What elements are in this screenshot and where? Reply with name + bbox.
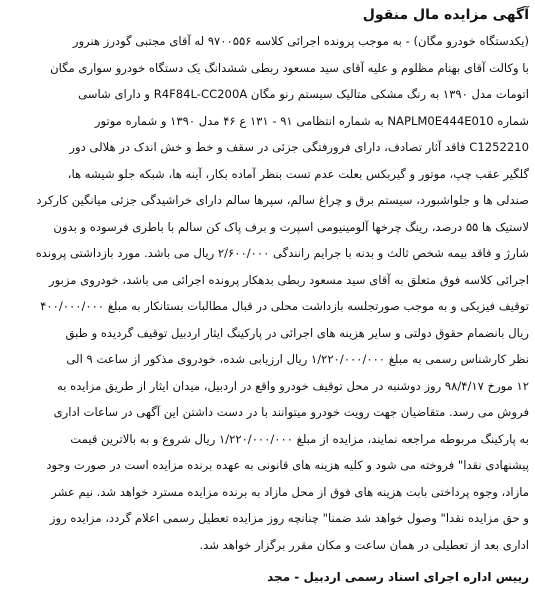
notice-line: اجرائی کلاسه فوق متعلق به آقای سید مسعود ربطی بدهکار پرونده اجرائی می باشد، خودروی مزبور xyxy=(49,272,529,287)
notice-line: شماره NAPLM0E444E010 به شماره انتظامی ۹۱ - ۱۳۱ ع ۴۶ مدل ۱۳۹۰ و شماره موتور xyxy=(94,113,529,128)
notice-line: شارژ و فاقد بیمه شخص ثالث و بدنه با جرایم رانندگی ۲/۶۰۰/۰۰۰ ریال می باشد. مورد بازداشتی پرونده xyxy=(35,246,529,260)
notice-line: توقیف فیزیکی و به موجب صورتجلسه بازداشت محلی در قبال مطالبات بستانکار به مبلغ ۴۰۰/۰۰۰/۰۰۰ xyxy=(40,299,529,313)
notice-line: نظر کارشناس رسمی به مبلغ ۱/۲۲۰/۰۰۰/۰۰۰ ریال ارزیابی شده، خودروی مذکور از ساعت ۹ الی xyxy=(66,352,529,366)
notice-line: گلگیر عقب چپ، موتور و گیربکس بعلت عدم تست بنظر آماده بکار، آینه ها، شبکه جلو شیشه ها، xyxy=(67,166,529,181)
notice-line: اداری بعد از تعطیلی در همان ساعت و مکان مقرر برگزار خواهد شد. xyxy=(199,537,529,552)
notice-line: صندلی ها و جلواشبورد، سیستم برق و چراغ سالم، سپرها سالم دارای خراشیدگی جزئی میانگین کارکرد xyxy=(36,193,529,207)
notice-title: آگهی مزایده مال منقول xyxy=(362,7,529,23)
notice-line: اتومات مدل ۱۳۹۰ به رنگ مشکی متالیک سیستم رنو مگان R4F84L-CC200A و دارای شاسی xyxy=(78,87,529,101)
notice-line: فروش می رسد. متقاضیان جهت رویت خودرو میتوانند با در دست داشتن این آگهی در ساعات اداری xyxy=(53,405,529,419)
notice-line: مازاد، وجوه پرداختی بابت هزینه های فوق از محل مازاد به برنده مزایده مسترد خواهد شد. نیم عشر xyxy=(51,484,529,499)
notice-line: C1252210 فاقد آثار تصادف، دارای فرورفتگی جزئی در سقف و خط و خش اندک در هلالی دور xyxy=(69,140,529,154)
notice-signature: رییس اداره اجرای اسناد رسمی اردبیل - مجد xyxy=(267,570,529,584)
notice-line: ریال بانضمام حقوق دولتی و سایر هزینه های اجرائی در پارکینگ ایثار اردبیل توقیف گردیده و طبق xyxy=(65,325,529,340)
notice-line: و حق مزایده نقدا" وصول خواهد شد ضمنا" چنانچه روز مزایده تعطیل رسمی اعلام گردد، مزایده روز xyxy=(49,511,529,525)
notice-body xyxy=(6,28,529,558)
notice-line: ۱۲ مورخ ۹۸/۴/۱۷ روز دوشنبه در محل توقیف خودرو واقع در اردبیل، میدان ایثار از طریق مزایده به xyxy=(57,378,529,393)
notice-line: (یکدستگاه خودرو مگان) - به موجب پرونده اجرائی کلاسه ۹۷۰۰۵۵۶ له آقای مجتبی گودرز هنرور xyxy=(72,34,529,48)
notice-line: به پارکینگ مربوطه مراجعه نمایند، مزایده از مبلغ ۱/۲۲۰/۰۰۰/۰۰۰ ریال شروع و به بالاترین قیمت xyxy=(70,431,529,446)
notice-line: با وکالت آقای بهنام مظلوم و علیه آقای سید مسعود ربطی ششدانگ یک دستگاه خودرو سواری مگان xyxy=(50,60,529,75)
notice-line: پیشنهادی نقدا" فروخته می شود و کلیه هزینه های قانونی به عهده برنده مزایده است در صورت وجود xyxy=(46,458,529,472)
notice-line: لاستیک ها ۵۵ درصد، رینگ چرخها آلومینیومی اسپرت و برف پاک کن سالم با باطری فرسوده و بدون xyxy=(53,219,529,234)
